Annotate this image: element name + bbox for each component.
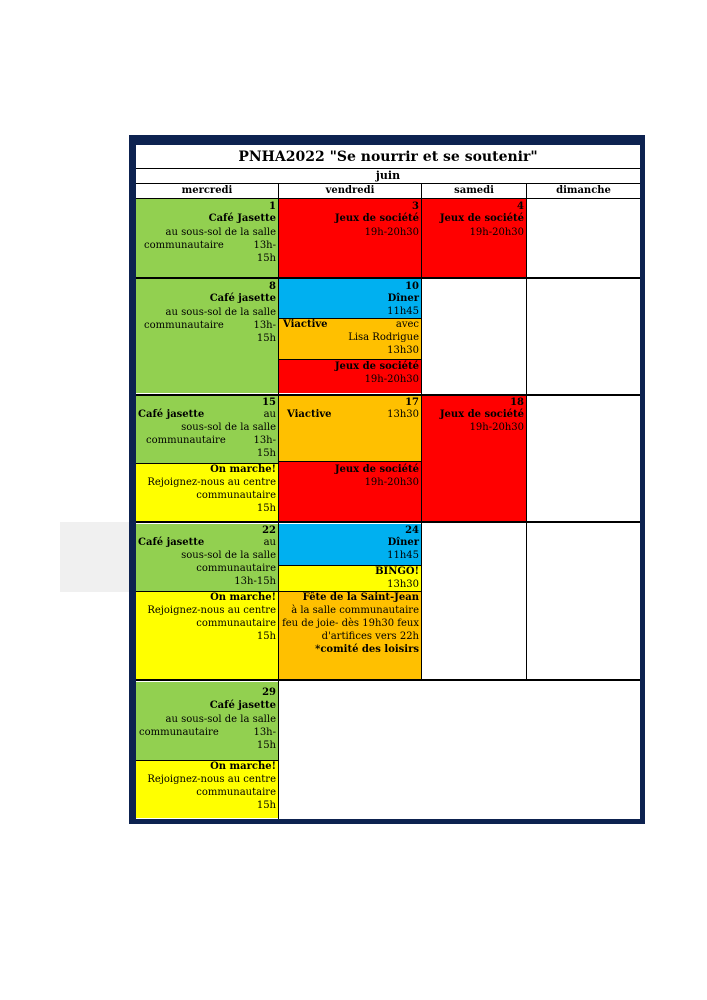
event-title: Jeux de société (334, 361, 419, 372)
page-title: PNHA2022 "Se nourrir et se soutenir" (238, 149, 538, 165)
month-label: juin (375, 169, 401, 182)
event-viactive-10[interactable] (279, 318, 421, 359)
event-time: 19h-20h30 (469, 422, 524, 433)
event-title: Jeux de société (334, 213, 419, 224)
week-divider (136, 679, 640, 681)
event-detail: communautaire (196, 563, 276, 574)
divider (136, 183, 640, 184)
cell-divider (279, 461, 421, 462)
event-time: 15h (256, 800, 276, 811)
cell-divider (279, 565, 421, 566)
grid-line (278, 183, 279, 680)
event-time: 19h-20h30 (469, 227, 524, 238)
event-time: 15h (256, 740, 276, 751)
grid-line (526, 183, 527, 680)
event-cafe-jasette-8[interactable] (136, 279, 278, 393)
week-divider (136, 277, 640, 279)
event-time: 13h-15h (234, 576, 276, 587)
event-detail: Rejoignez-nous au centre (147, 774, 276, 785)
event-detail: communautaire (196, 490, 276, 501)
event-diner-24[interactable] (279, 524, 421, 565)
event-title: Café jasette (138, 409, 205, 420)
week-divider (136, 394, 640, 396)
event-title: Viactive (283, 319, 328, 330)
event-time: 13h30 (387, 409, 419, 420)
event-time: 13h- (253, 435, 276, 446)
day-number: 24 (405, 525, 419, 536)
cell-divider (136, 463, 278, 464)
event-detail: Lisa Rodrigue (348, 332, 419, 343)
event-detail: au sous-sol de la salle (165, 307, 276, 318)
event-on-marche-15[interactable] (136, 463, 278, 521)
event-detail: au (263, 537, 276, 548)
event-detail: communautaire (146, 435, 226, 446)
cell-divider (136, 591, 278, 592)
event-title: Jeux de société (334, 464, 419, 475)
event-jeux-18[interactable] (422, 396, 526, 521)
event-title: Café jasette (209, 700, 276, 711)
event-bingo-24[interactable] (279, 565, 421, 591)
event-time: 15h (256, 503, 276, 514)
day-number: 15 (262, 397, 276, 408)
event-detail: au sous-sol de la salle (165, 227, 276, 238)
header-dimanche: dimanche (556, 185, 611, 196)
event-detail: communautaire (196, 787, 276, 798)
event-title: On marche! (210, 592, 276, 603)
day-number: 4 (517, 201, 524, 212)
event-fete-saint-jean[interactable] (279, 591, 421, 679)
event-detail: communautaire (139, 727, 219, 738)
event-time: 15h (256, 631, 276, 642)
event-time: 15h (256, 253, 276, 264)
event-detail: sous-sol de la salle (181, 550, 276, 561)
event-title: Jeux de société (439, 409, 524, 420)
cell-divider (136, 760, 278, 761)
event-viactive-17[interactable] (279, 396, 421, 461)
event-jeux-3[interactable] (279, 199, 421, 277)
event-title: Café jasette (138, 537, 205, 548)
cell-divider (279, 318, 421, 319)
event-title: Dîner (387, 537, 419, 548)
event-time: 13h30 (387, 579, 419, 590)
event-title: Fête de la Saint-Jean (302, 592, 419, 603)
header-samedi: samedi (454, 185, 494, 196)
event-jeux-10[interactable] (279, 360, 421, 393)
day-number: 18 (510, 397, 524, 408)
event-diner-10[interactable] (279, 279, 421, 318)
event-time: 13h- (253, 320, 276, 331)
side-shading (60, 522, 136, 592)
day-number: 8 (269, 281, 276, 292)
event-cafe-jasette-22[interactable] (136, 524, 278, 591)
event-title: On marche! (210, 464, 276, 475)
event-cafe-jasette-29[interactable] (136, 682, 278, 760)
cell-divider (279, 359, 421, 360)
event-time: 15h (256, 333, 276, 344)
event-time: 13h30 (387, 345, 419, 356)
event-time: 15h (256, 448, 276, 459)
event-detail: Rejoignez-nous au centre (147, 477, 276, 488)
event-jeux-4[interactable] (422, 199, 526, 277)
event-detail: avec (395, 319, 419, 330)
cell-divider (279, 591, 421, 592)
event-time: 19h-20h30 (364, 227, 419, 238)
event-title: BINGO! (375, 566, 419, 577)
event-time: 13h- (253, 240, 276, 251)
event-detail: d'artifices vers 22h (321, 631, 419, 642)
event-detail: sous-sol de la salle (181, 422, 276, 433)
event-note: *comité des loisirs (315, 644, 419, 655)
week-divider (136, 521, 640, 523)
event-title: Viactive (287, 409, 332, 420)
event-detail: au (263, 409, 276, 420)
day-number: 10 (405, 281, 419, 292)
day-number: 22 (262, 525, 276, 536)
event-time: 11h45 (387, 550, 419, 561)
event-detail: communautaire (144, 320, 224, 331)
grid-line (421, 183, 422, 680)
event-detail: feu de joie- dès 19h30 feux (282, 618, 419, 629)
event-detail: communautaire (144, 240, 224, 251)
event-title: On marche! (210, 761, 276, 772)
grid-line (278, 681, 279, 819)
event-title: Dîner (387, 293, 419, 304)
event-detail: à la salle communautaire (291, 605, 419, 616)
event-title: Café Jasette (208, 213, 276, 224)
day-number: 17 (405, 397, 419, 408)
day-number: 3 (412, 201, 419, 212)
header-mercredi: mercredi (181, 185, 233, 196)
event-detail: communautaire (196, 618, 276, 629)
day-number: 29 (262, 687, 276, 698)
event-title: Jeux de société (439, 213, 524, 224)
event-time: 13h- (253, 727, 276, 738)
event-title: Café jasette (209, 293, 276, 304)
event-time: 19h-20h30 (364, 374, 419, 385)
event-on-marche-29[interactable] (136, 760, 278, 818)
event-cafe-jasette-15[interactable] (136, 396, 278, 463)
event-detail: Rejoignez-nous au centre (147, 605, 276, 616)
event-time: 19h-20h30 (364, 477, 419, 488)
event-time: 11h45 (387, 306, 419, 317)
event-on-marche-22[interactable] (136, 591, 278, 679)
event-detail: au sous-sol de la salle (165, 714, 276, 725)
event-jeux-17[interactable] (279, 462, 421, 521)
day-number: 1 (269, 201, 276, 212)
header-vendredi: vendredi (325, 185, 375, 196)
event-cafe-jasette-1[interactable] (136, 199, 278, 277)
